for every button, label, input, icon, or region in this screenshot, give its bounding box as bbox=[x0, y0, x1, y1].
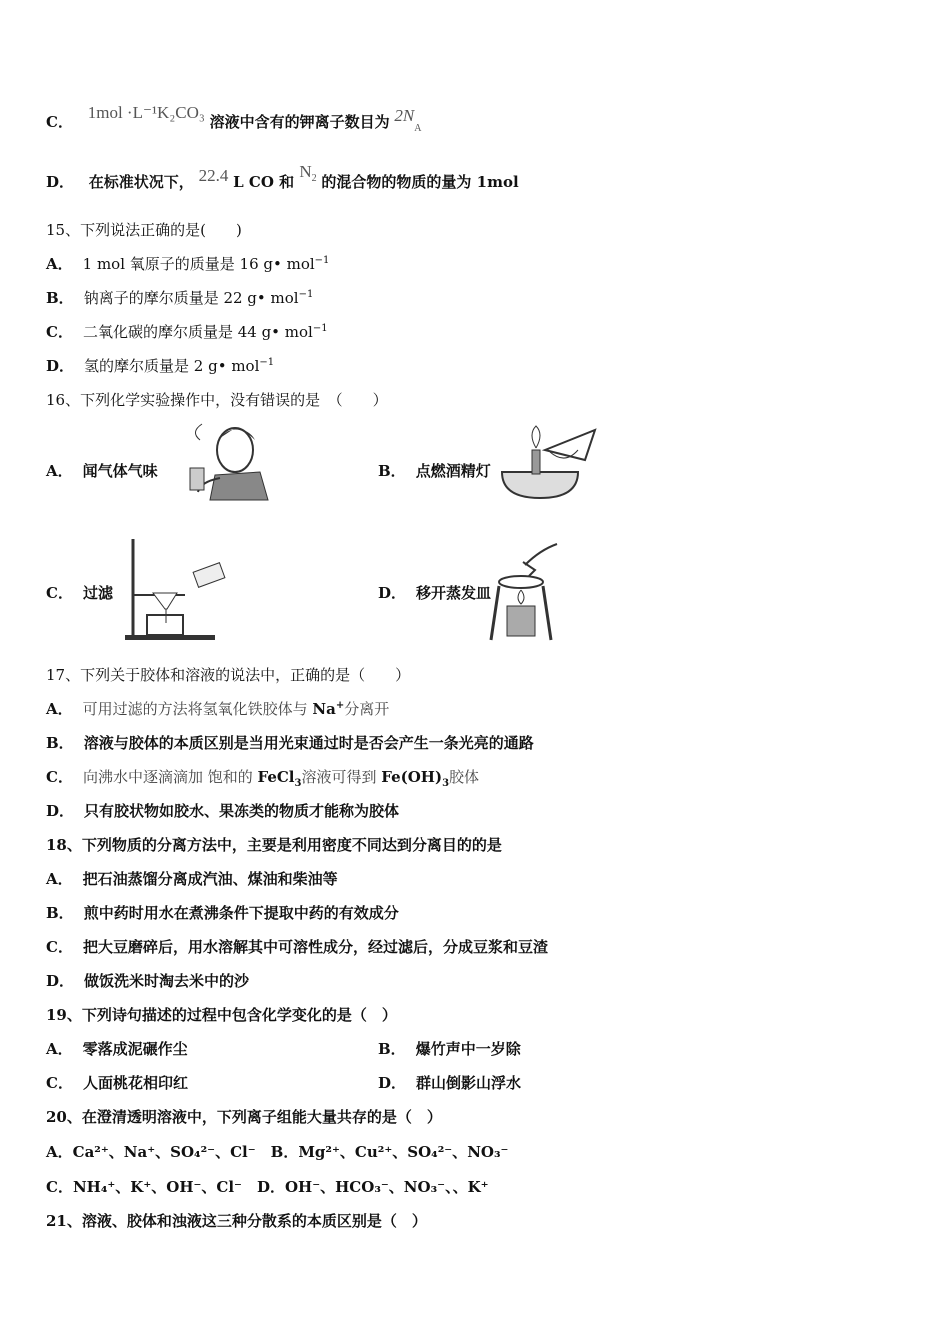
q15-option-c: C． 二氧化碳的摩尔质量是 44 g• mol$^{-1}$ bbox=[46, 323, 328, 341]
q18-option-c: C． 把大豆磨碎后，用水溶解其中可溶性成分，经过滤后，分成豆浆和豆渣 bbox=[46, 938, 548, 956]
q15-option-b: B． 钠离子的摩尔质量是 22 g• mol$^{-1}$ bbox=[46, 289, 314, 307]
q19-stem: 19、下列诗句描述的过程中包含化学变化的是（ ） bbox=[46, 1006, 397, 1024]
q16-option-b: B． 点燃酒精灯 bbox=[378, 462, 491, 480]
q20-stem: 20、在澄清透明溶液中，下列离子组能大量共存的是（ ） bbox=[46, 1108, 442, 1126]
q20-options-ab: A．Ca²⁺、Na⁺、SO₄²⁻、Cl⁻ B．Mg²⁺、Cu²⁺、SO₄²⁻、NO₃⁻ bbox=[46, 1143, 509, 1161]
q19-option-d: D． 群山倒影山浮水 bbox=[378, 1074, 522, 1092]
q19-option-b: B． 爆竹声中一岁除 bbox=[378, 1040, 521, 1058]
q16-option-c: C． 过滤 bbox=[46, 584, 113, 602]
q18-stem: 18、下列物质的分离方法中，主要是利用密度不同达到分离目的的是 bbox=[46, 836, 502, 854]
q17-option-d: D． 只有胶状物如胶水、果冻类的物质才能称为胶体 bbox=[46, 802, 400, 820]
formula: 2N bbox=[394, 106, 415, 125]
q18-option-b: B． 煎中药时用水在煮沸条件下提取中药的有效成分 bbox=[46, 904, 399, 922]
q19-option-c: C． 人面桃花相印红 bbox=[46, 1074, 188, 1092]
q17-stem: 17、下列关于胶体和溶液的说法中，正确的是（ ） bbox=[46, 666, 411, 684]
q15-stem: 15、下列说法正确的是( ) bbox=[46, 221, 242, 239]
q16-option-a: A． 闻气体气味 bbox=[46, 462, 158, 480]
q14-option-c: C． 1mol ·L⁻¹K₂CO₃ 溶液中含有的钾离子数目为 $2N_A$ bbox=[46, 103, 422, 134]
option-label: C． bbox=[46, 113, 73, 131]
q19-option-a: A． 零落成泥碾作尘 bbox=[46, 1040, 188, 1058]
lighting-lamp-illustration bbox=[490, 420, 600, 502]
evaporating-dish-illustration bbox=[485, 540, 565, 645]
option-label: D． bbox=[46, 173, 75, 191]
q21-stem: 21、溶液、胶体和浊液这三种分散系的本质区别是（ ） bbox=[46, 1212, 427, 1230]
q16-stem: 16、下列化学实验操作中，没有错误的是 （ ） bbox=[46, 391, 388, 409]
smelling-gas-illustration bbox=[180, 420, 275, 502]
q14-option-d: D． 在标准状况下， 22.4 L CO 和 $N_2$ 的混合物的物质的量为 1mol bbox=[46, 162, 519, 191]
q15-option-d: D． 氢的摩尔质量是 2 g• mol$^{-1}$ bbox=[46, 357, 275, 375]
q18-option-d: D． 做饭洗米时淘去米中的沙 bbox=[46, 972, 250, 990]
q15-option-a: A． 1 mol 氧原子的质量是 16 g• mol$^{-1}$ bbox=[46, 255, 330, 273]
formula: 1mol ·L⁻¹K₂CO₃ bbox=[87, 103, 205, 122]
formula: 22.4 bbox=[198, 166, 229, 185]
q18-option-a: A． 把石油蒸馏分离成汽油、煤油和柴油等 bbox=[46, 870, 338, 888]
option-text: 溶液中含有的钾离子数目为 bbox=[209, 113, 390, 131]
q17-option-a: A． 可用过滤的方法将氢氧化铁胶体与 Na+分离开 bbox=[46, 700, 390, 718]
filtration-illustration bbox=[115, 537, 230, 642]
q17-option-c: C． 向沸水中逐滴滴加 饱和的 FeCl$_3$溶液可得到 $Fe(OH)_3$胶体 bbox=[46, 768, 480, 789]
q17-option-b: B． 溶液与胶体的本质区别是当用光束通过时是否会产生一条光亮的通路 bbox=[46, 734, 534, 752]
formula: N bbox=[299, 162, 312, 181]
q16-option-d: D． 移开蒸发皿 bbox=[378, 584, 492, 602]
q20-options-cd: C．NH₄⁺、K⁺、OH⁻、Cl⁻ D．OH⁻、HCO₃⁻、NO₃⁻、、K⁺ bbox=[46, 1178, 489, 1196]
